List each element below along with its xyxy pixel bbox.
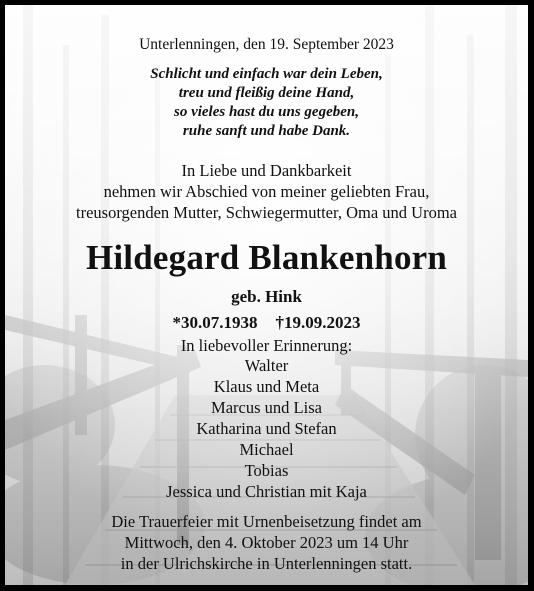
- life-dates: [5, 313, 528, 333]
- mourners-heading: In liebevoller Erinnerung:: [180, 336, 353, 355]
- mourner-name: Katharina und Stefan: [196, 419, 337, 438]
- poem-line: Schlicht und einfach war dein Leben,: [150, 66, 383, 82]
- poem-line: ruhe sanft und habe Dank.: [182, 123, 351, 139]
- intro-line: nehmen wir Abschied von meiner geliebten Frau,: [103, 182, 430, 201]
- funeral-notice-line: Die Trauerfeier mit Urnenbeisetzung findet am: [111, 512, 422, 531]
- mourner-name: Michael: [239, 440, 294, 459]
- funeral-notice-line: Mittwoch, den 4. Oktober 2023 um 14 Uhr: [124, 533, 409, 552]
- place-date-line: Unterlenningen, den 19. September 2023: [139, 36, 394, 53]
- mourner-name: Tobias: [244, 461, 289, 480]
- deceased-name: Hildegard Blankenhorn: [85, 238, 448, 277]
- intro-line: treusorgenden Mutter, Schwiegermutter, Oma und Uroma: [76, 203, 457, 222]
- poem-line: treu und fleißig deine Hand,: [178, 85, 355, 101]
- mourner-name: Jessica und Christian mit Kaja: [166, 482, 367, 501]
- poem-line: so vieles hast du uns gegeben,: [173, 104, 359, 120]
- mourner-name: Marcus und Lisa: [211, 398, 322, 417]
- death-date: †19.09.2023: [275, 313, 361, 332]
- mourner-name: Walter: [244, 356, 289, 375]
- birth-name: geb. Hink: [231, 287, 302, 306]
- birth-date: *30.07.1938: [172, 313, 258, 332]
- obituary-card: [5, 5, 528, 585]
- mourner-name: Klaus und Meta: [213, 377, 320, 396]
- funeral-notice-line: in der Ulrichskirche in Unterlenningen statt.: [120, 554, 413, 573]
- intro-line: In Liebe und Dankbarkeit: [181, 161, 352, 180]
